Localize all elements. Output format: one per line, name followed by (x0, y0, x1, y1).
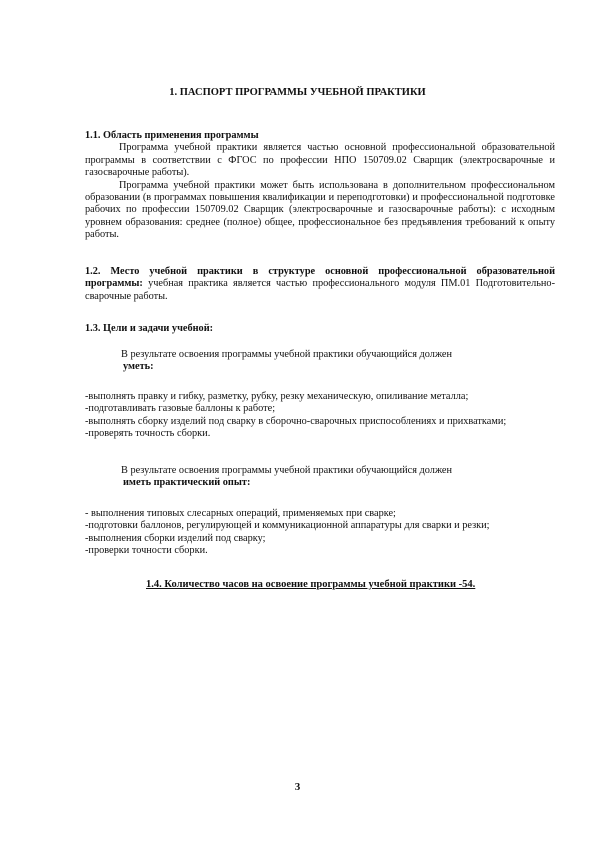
section-1-4 (146, 579, 546, 591)
skill-item: -выполнять правку и гибку, разметку, рубку, резку механическую, опиливание металла; (85, 391, 469, 402)
section-1-2-paragraph (85, 266, 555, 303)
page-number: 3 (294, 781, 301, 793)
experience-item: -проверки точности сборки. (85, 545, 208, 557)
section-1-4-heading: 1.4. Количество часов на освоение программы учебной практики -54. (146, 579, 476, 590)
section-1-1-heading: 1.1. Область применения программы (85, 130, 259, 141)
skills-label: уметь: (123, 361, 154, 373)
skill-item: -проверять точность сборки. (85, 428, 211, 440)
section-1-2-text: учебная практика является частью профессионального модуля ПМ.01 Подготовительно-сварочные работы. (85, 278, 555, 302)
experience-label: иметь практический опыт: (123, 477, 251, 489)
section-1-3 (85, 323, 555, 335)
experience-item: - выполнения типовых слесарных операций, применяемых при сварке; (85, 508, 396, 519)
section-1-1-paragraph-2: Программа учебной практики может быть использована в дополнительном профессиональном образовании (в программах повышения квалификации и переподготовки) и профессиональной подготовке рабочих по профессии 150709.02 Сварщик (электросварочные и газосварочные работы): с исходным уровнем образования: среднее (полное) общее, профессиональное без предъявления требований к опыту работы. (85, 179, 555, 241)
section-1-1-paragraph-1: Программа учебной практики является частью основной профессиональной образовательной программы в соответствии с ФГОС по профессии НПО 150709.02 Сварщик (электросварочные и газосварочные работы). (85, 142, 555, 179)
experience-item: -выполнения сборки изделий под сварку; (85, 532, 266, 544)
section-1-2-heading: 1.2. Место учебной практики в структуре основной профессиональной образовательной программы: (85, 266, 555, 290)
section-1-1 (85, 130, 555, 242)
page-title: 1. ПАСПОРТ ПРОГРАММЫ УЧЕБНОЙ ПРАКТИКИ (169, 87, 426, 98)
skill-item: -выполнять сборку изделий под сварку в сборочно-сварочных приспособлениях и прихватками; (85, 415, 507, 427)
section-1-3-heading: 1.3. Цели и задачи учебной: (85, 323, 214, 334)
section-1-2 (85, 266, 555, 303)
skills-intro-text: В результате освоения программы учебной практики обучающийся должен (121, 349, 453, 360)
skills-intro (85, 349, 555, 374)
experience-item: -подготовки баллонов, регулирующей и коммуникационной аппаратуры для сварки и резки; (85, 520, 490, 532)
experience-intro (85, 465, 555, 490)
experience-list (85, 508, 555, 558)
experience-intro-text: В результате освоения программы учебной практики обучающийся должен (121, 465, 453, 476)
skills-list (85, 391, 555, 441)
skill-item: -подготавливать газовые баллоны к работе; (85, 403, 276, 415)
